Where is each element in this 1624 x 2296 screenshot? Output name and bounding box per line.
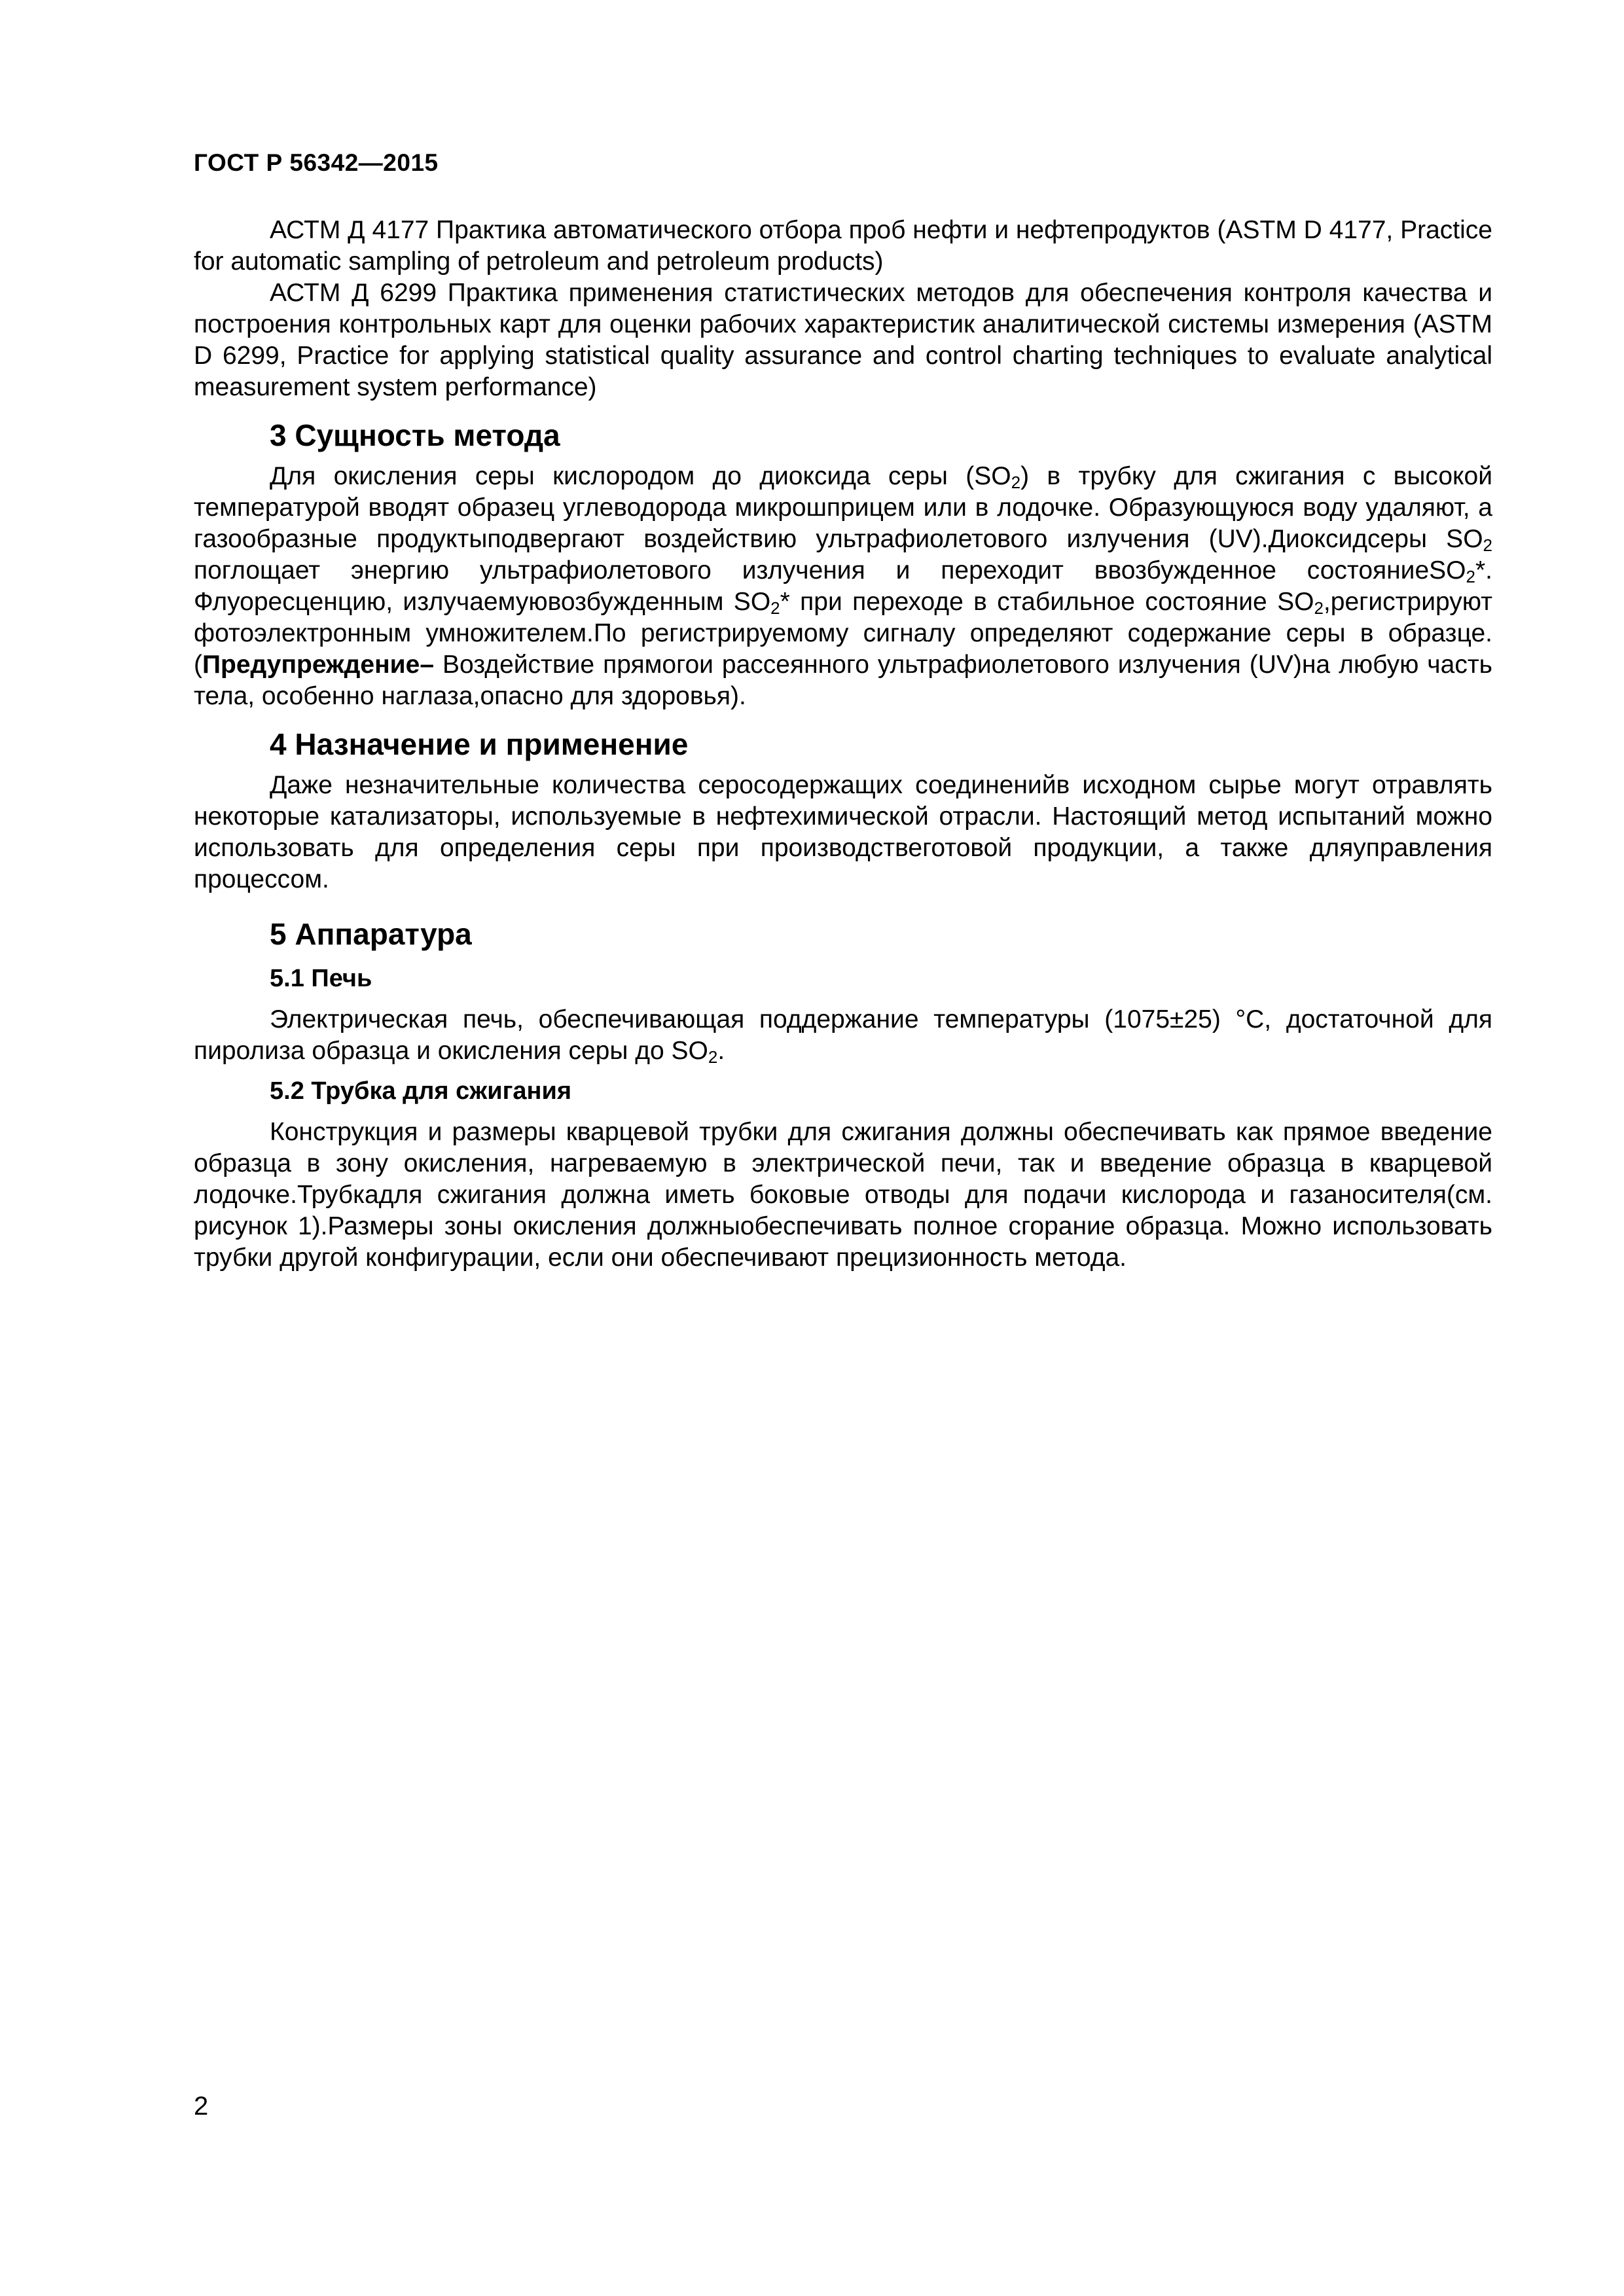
section-4-title: 4 Назначение и применение: [270, 727, 689, 761]
section-5-1-title: 5.1 Печь: [270, 965, 372, 992]
subscript-2: 2: [1466, 567, 1475, 586]
s3-text-3: поглощает энергию ультрафиолетового излучения и переходит ввозбужденное состояниеSO: [194, 556, 1466, 584]
section-3-paragraph: [194, 461, 1492, 712]
s3-text-6: ,регистрируют фотоэлектронным умножителем.По регистрируемому сигналу определяют содержание серы в образце. (: [194, 588, 1492, 679]
document-body: [194, 215, 1492, 1274]
section-5-2-paragraph: Конструкция и размеры кварцевой трубки для сжигания должны обеспечивать как прямое введение образца в зону окисления, нагреваемую в электрической печи, так и введение образца в кварцевой лодочке.Трубкадля сжигания должна иметь боковые отводы для подачи кислорода и газаносителя(см. рисунок 1).Размеры зоны окисления должныобеспечивать полное сгорание образца. Можно использовать трубки другой конфигурации, если они обеспечивают прецизионность метода.: [194, 1118, 1492, 1272]
subscript-2: 2: [1483, 535, 1492, 555]
s51-text-1: Электрическая печь, обеспечивающая поддержание температуры (1075±25) °C, достаточной для пиролиза образца и окисления серы до SO: [194, 1005, 1492, 1065]
section-4-paragraph: Даже незначительные количества серосодержащих соединенийв исходном сырье могут отравлять некоторые катализаторы, используемые в нефтехимической отрасли. Настоящий метод испытаний можно использовать для определения серы при производствеготовой продукции, а также дляуправления процессом.: [194, 771, 1492, 893]
document-header: ГОСТ Р 56342—2015: [194, 149, 439, 176]
section-5-title: 5 Аппаратура: [270, 917, 472, 951]
subscript-2: 2: [1011, 473, 1021, 492]
subscript-2: 2: [1314, 598, 1324, 618]
reference-astm-d4177: АСТМ Д 4177 Практика автоматического отбора проб нефти и нефтепродуктов (ASTM D 4177, Practice for automatic sampling of petroleum and petroleum products): [194, 216, 1492, 276]
subscript-2: 2: [708, 1047, 718, 1067]
s3-text-7: Воздействие прямогои рассеянного ультрафиолетового излучения (UV)на любую часть тела, особенно наглаза,опасно для здоровья).: [194, 651, 1492, 710]
s3-text-2: ) в трубку для сжигания с высокой температурой вводят образец углеводорода микрошприцем или в лодочке. Образующуюся воду удаляют, а газообразные продуктыподвергают воздействию ультрафиолетового излучения (UV).Диоксидсеры SO: [194, 462, 1493, 553]
s51-text-2: .: [717, 1037, 725, 1065]
s3-text-5: * при переходе в стабильное состояние SO: [780, 588, 1314, 616]
reference-astm-d6299: АСТМ Д 6299 Практика применения статистических методов для обеспечения контроля качества и построения контрольных карт для оценки рабочих характеристик аналитической системы измерения (ASTM D 6299, Practice for applying statistical quality assurance and control charting techniques to evaluate analytical measurement system performance): [194, 279, 1492, 401]
page-number: 2: [194, 2092, 209, 2121]
s3-text-1: Для окисления серы кислородом до диоксида серы (SO: [270, 462, 1011, 490]
section-5-2-title: 5.2 Трубка для сжигания: [270, 1077, 572, 1105]
s3-text-4: *. Флуоресценцию, излучаемуювозбужденным SO: [194, 556, 1492, 616]
subscript-2: 2: [770, 598, 780, 618]
section-3-title: 3 Сущность метода: [270, 418, 560, 452]
section-5-1-paragraph: [194, 1004, 1492, 1067]
warning-label: Предупреждение–: [202, 651, 435, 679]
